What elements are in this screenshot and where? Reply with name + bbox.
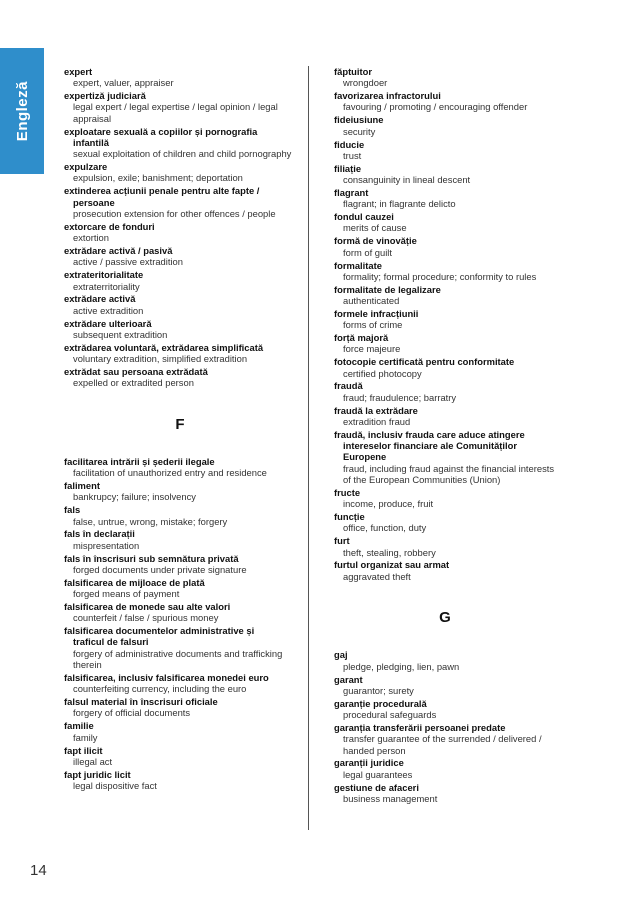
glossary-term <box>334 674 556 685</box>
glossary-term <box>334 211 556 222</box>
glossary-translation: transfer guarantee of the surrended / delivered / handed person <box>343 733 542 756</box>
glossary-term <box>64 769 296 780</box>
glossary-entry <box>64 504 296 527</box>
glossary-translation: force majeure <box>343 343 401 355</box>
glossary-entry <box>64 720 296 743</box>
glossary-term <box>64 601 296 612</box>
glossary-translation: legal expert / legal expertise / legal opinion / legal appraisal <box>73 101 278 124</box>
glossary-entry <box>64 126 296 160</box>
glossary-translation: income, produce, fruit <box>343 498 434 510</box>
glossary-term-text: gaj <box>334 649 348 661</box>
glossary-entry <box>334 187 556 210</box>
glossary-term <box>64 528 296 539</box>
glossary-entry <box>64 577 296 600</box>
glossary-term-continuation: traficul de falsuri <box>73 636 149 648</box>
glossary-translation: business management <box>343 792 438 804</box>
glossary-translation: theft, stealing, robbery <box>343 546 436 558</box>
glossary-term-text: garanția transferării persoanei predate <box>334 721 506 733</box>
glossary-term <box>64 625 296 648</box>
glossary-term <box>64 185 296 208</box>
glossary-entry <box>64 269 296 292</box>
glossary-translation: legal dispositive fact <box>73 779 157 791</box>
glossary-translation: forgery of administrative documents and trafficking therein <box>73 647 283 671</box>
glossary-term-text: funcție <box>334 511 365 523</box>
glossary-translation: active extradition <box>73 304 144 316</box>
glossary-term <box>334 722 556 733</box>
glossary-column-right <box>334 66 556 806</box>
glossary-term <box>64 126 296 149</box>
glossary-term-text: fals în înscrisuri sub semnătura privată <box>64 552 239 564</box>
glossary-entry <box>334 559 556 582</box>
glossary-translation: procedural safeguards <box>343 709 437 721</box>
glossary-entry <box>334 211 556 234</box>
glossary-term-text: formele infracțiunii <box>334 307 419 319</box>
glossary-entry <box>334 429 556 485</box>
glossary-translation: extraterritoriality <box>73 280 140 292</box>
glossary-term <box>334 260 556 271</box>
glossary-translation: guarantor; surety <box>343 684 414 696</box>
glossary-term-text: gestiune de afaceri <box>334 781 419 793</box>
glossary-entry <box>64 293 296 316</box>
glossary-entry <box>334 782 556 805</box>
glossary-term-text: expulzare <box>64 161 108 173</box>
glossary-translation: counterfeiting currency, including the euro <box>73 683 247 695</box>
glossary-term-text: falsul material în înscrisuri oficiale <box>64 696 218 708</box>
glossary-translation: authenticated <box>343 294 400 306</box>
glossary-entry <box>334 722 556 756</box>
glossary-translation: expelled or extradited person <box>73 377 194 389</box>
glossary-entry <box>64 366 296 389</box>
glossary-translation: fraud, including fraud against the financial interests of the European Communities (Union) <box>343 462 555 485</box>
glossary-term-text: fals <box>64 504 81 516</box>
glossary-term-text: fructe <box>334 486 361 498</box>
glossary-entry <box>334 698 556 721</box>
glossary-term-text: fals în declarații <box>64 528 135 540</box>
glossary-entry <box>64 245 296 268</box>
glossary-translation: forgery of official documents <box>73 707 191 719</box>
glossary-term-text: fapt juridic licit <box>64 768 131 780</box>
glossary-entry <box>334 332 556 355</box>
glossary-term-text: fotocopie certificată pentru conformitate <box>334 356 515 368</box>
glossary-term-text: garanții juridice <box>334 757 404 769</box>
glossary-term <box>64 553 296 564</box>
glossary-translation: pledge, pledging, lien, pawn <box>343 660 460 672</box>
glossary-term-text: extrădare activă <box>64 293 136 305</box>
glossary-term <box>334 139 556 150</box>
glossary-translation: bankrupcy; failure; insolvency <box>73 491 196 503</box>
glossary-term <box>64 293 296 304</box>
glossary-translation: voluntary extradition, simplified extradition <box>73 353 248 365</box>
glossary-entry <box>64 553 296 576</box>
glossary-translation: legal guarantees <box>343 768 413 780</box>
glossary-entry <box>64 185 296 219</box>
glossary-term <box>334 757 556 768</box>
glossary-term <box>64 745 296 756</box>
glossary-term-text: extrădarea voluntară, extrădarea simplificată <box>64 341 264 353</box>
glossary-translation: trust <box>343 149 362 161</box>
glossary-term <box>64 577 296 588</box>
glossary-translation: extortion <box>73 232 109 244</box>
glossary-translation: prosecution extension for other offences / people <box>73 207 276 219</box>
glossary-term <box>64 245 296 256</box>
glossary-entry <box>64 480 296 503</box>
section-letter: G <box>439 609 451 627</box>
glossary-term <box>64 90 296 101</box>
glossary-term-text: falsificarea de mijloace de plată <box>64 576 205 588</box>
glossary-term-text: faliment <box>64 480 100 492</box>
glossary-entry <box>64 342 296 365</box>
glossary-entry <box>64 769 296 792</box>
glossary-term <box>334 405 556 416</box>
glossary-term-text: filiație <box>334 162 362 174</box>
glossary-term <box>64 161 296 172</box>
glossary-term <box>334 535 556 546</box>
glossary-translation: sexual exploitation of children and child pornography <box>73 148 292 160</box>
glossary-entry <box>334 163 556 186</box>
glossary-entry <box>334 90 556 113</box>
glossary-entry <box>334 674 556 697</box>
glossary-entry <box>64 318 296 341</box>
glossary-term-text: formă de vinovăție <box>334 235 417 247</box>
glossary-term <box>334 187 556 198</box>
glossary-term-text: falsificarea, inclusiv falsificarea monedei euro <box>64 671 269 683</box>
glossary-entry <box>334 649 556 672</box>
glossary-entry <box>334 535 556 558</box>
glossary-term <box>334 487 556 498</box>
glossary-translation: forged means of payment <box>73 588 180 600</box>
glossary-term <box>64 480 296 491</box>
glossary-term-text: fraudă <box>334 380 363 392</box>
glossary-translation: fraud; fraudulence; barratry <box>343 391 457 403</box>
column-divider <box>308 66 309 830</box>
glossary-translation: facilitation of unauthorized entry and residence <box>73 467 267 479</box>
glossary-term <box>64 456 296 467</box>
glossary-entry <box>334 284 556 307</box>
glossary-term <box>334 511 556 522</box>
glossary-term-text: formalitate de legalizare <box>334 283 441 295</box>
glossary-translation: false, untrue, wrong, mistake; forgery <box>73 515 228 527</box>
glossary-term <box>334 559 556 570</box>
glossary-column-left <box>64 66 296 793</box>
glossary-term <box>334 782 556 793</box>
glossary-term-text: furt <box>334 535 350 547</box>
glossary-entry <box>64 221 296 244</box>
glossary-term <box>64 504 296 515</box>
glossary-term-text: garant <box>334 673 363 685</box>
glossary-term-text: extinderea acțiunii penale pentru alte fapte / <box>64 185 260 197</box>
glossary-entry <box>334 757 556 780</box>
glossary-term-text: fondul cauzei <box>334 211 394 223</box>
glossary-term-text: extrateritorialitate <box>64 269 144 281</box>
glossary-term <box>64 221 296 232</box>
language-tab <box>0 48 44 174</box>
glossary-translation: mispresentation <box>73 539 140 551</box>
glossary-translation: active / passive extradition <box>73 256 183 268</box>
glossary-term-continuation: intereselor financiare ale Comunităților Europene <box>343 440 518 463</box>
glossary-term <box>334 163 556 174</box>
glossary-entry <box>334 66 556 89</box>
glossary-term <box>334 308 556 319</box>
glossary-entry <box>64 625 296 670</box>
glossary-entry <box>64 696 296 719</box>
glossary-term-text: extorcare de fonduri <box>64 220 155 232</box>
glossary-term-text: furtul organizat sau armat <box>334 559 450 571</box>
glossary-term-text: extrădat sau persoana extrădată <box>64 365 208 377</box>
glossary-translation: illegal act <box>73 755 113 767</box>
glossary-term <box>64 672 296 683</box>
glossary-entry <box>334 260 556 283</box>
glossary-translation: office, function, duty <box>343 522 427 534</box>
glossary-translation: forged documents under private signature <box>73 563 247 575</box>
glossary-translation: expulsion, exile; banishment; deportation <box>73 172 243 184</box>
glossary-term <box>64 366 296 377</box>
glossary-entry <box>64 456 296 479</box>
glossary-entry <box>334 235 556 258</box>
glossary-translation: certified photocopy <box>343 367 422 379</box>
glossary-term-text: extrădare activă / pasivă <box>64 245 173 257</box>
glossary-term <box>334 649 556 660</box>
glossary-term <box>64 66 296 77</box>
glossary-term-text: forță majoră <box>334 332 389 344</box>
glossary-entry <box>334 405 556 428</box>
glossary-entry <box>64 90 296 124</box>
glossary-term <box>334 698 556 709</box>
glossary-translation: wrongdoer <box>343 77 388 89</box>
glossary-entry <box>64 601 296 624</box>
glossary-term-continuation: infantilă <box>73 136 109 148</box>
glossary-term <box>334 235 556 246</box>
glossary-translation: security <box>343 125 376 137</box>
glossary-term-text: făptuitor <box>334 66 373 77</box>
glossary-entry <box>334 114 556 137</box>
glossary-term <box>334 356 556 367</box>
glossary-translation: flagrant; in flagrante delicto <box>343 198 456 210</box>
glossary-term-text: exploatare sexuală a copiilor și pornografia <box>64 125 258 137</box>
page-number: 14 <box>30 862 47 879</box>
glossary-term <box>334 90 556 101</box>
glossary-entry <box>334 308 556 331</box>
glossary-term-continuation: persoane <box>73 196 115 208</box>
glossary-term-text: extrădare ulterioară <box>64 317 152 329</box>
glossary-term-text: favorizarea infractorului <box>334 90 441 102</box>
glossary-translation: merits of cause <box>343 222 407 234</box>
glossary-term <box>334 380 556 391</box>
glossary-entry <box>64 528 296 551</box>
glossary-translation: family <box>73 731 98 743</box>
glossary-entry <box>334 511 556 534</box>
glossary-translation: consanguinity in lineal descent <box>343 174 471 186</box>
glossary-term-text: fapt ilicit <box>64 744 103 756</box>
glossary-term-text: garanție procedurală <box>334 697 427 709</box>
glossary-term-text: expertiză judiciară <box>64 90 146 102</box>
glossary-translation: subsequent extradition <box>73 328 168 340</box>
glossary-entry <box>334 139 556 162</box>
glossary-term <box>334 66 556 77</box>
glossary-entry <box>334 487 556 510</box>
glossary-term <box>334 114 556 125</box>
glossary-term <box>334 284 556 295</box>
glossary-entry <box>64 161 296 184</box>
glossary-term-text: fraudă, inclusiv frauda care aduce atingere <box>334 428 525 440</box>
glossary-term-text: fiducie <box>334 138 365 150</box>
glossary-translation: favouring / promoting / encouraging offender <box>343 101 528 113</box>
glossary-term <box>64 696 296 707</box>
glossary-term <box>334 429 556 463</box>
glossary-term <box>64 342 296 353</box>
glossary-translation: extradition fraud <box>343 415 411 427</box>
language-tab-label: Engleză <box>13 80 31 142</box>
glossary-term-text: facilitarea intrării și șederii ilegale <box>64 455 215 467</box>
glossary-term-text: fraudă la extrădare <box>334 404 418 416</box>
glossary-entry <box>64 672 296 695</box>
glossary-entry <box>334 356 556 379</box>
glossary-entry <box>64 745 296 768</box>
glossary-entry <box>334 380 556 403</box>
glossary-term <box>334 332 556 343</box>
glossary-term-text: familie <box>64 720 94 732</box>
glossary-translation: form of guilt <box>343 246 392 258</box>
glossary-term-text: falsificarea documentelor administrative și <box>64 625 255 637</box>
glossary-translation: expert, valuer, appraiser <box>73 77 174 89</box>
glossary-term-text: flagrant <box>334 186 369 198</box>
glossary-term-text: fideiusiune <box>334 114 384 126</box>
glossary-translation: formality; formal procedure; conformity to rules <box>343 270 537 282</box>
glossary-term-text: expert <box>64 66 93 77</box>
glossary-translation: forms of crime <box>343 319 403 331</box>
glossary-term <box>64 720 296 731</box>
section-letter: F <box>175 415 185 433</box>
glossary-translation: counterfeit / false / spurious money <box>73 612 219 624</box>
glossary-entry <box>64 66 296 89</box>
glossary-term <box>64 269 296 280</box>
glossary-term-text: formalitate <box>334 259 382 271</box>
glossary-term <box>64 318 296 329</box>
glossary-translation: aggravated theft <box>343 570 411 582</box>
glossary-term-text: falsificarea de monede sau alte valori <box>64 600 231 612</box>
